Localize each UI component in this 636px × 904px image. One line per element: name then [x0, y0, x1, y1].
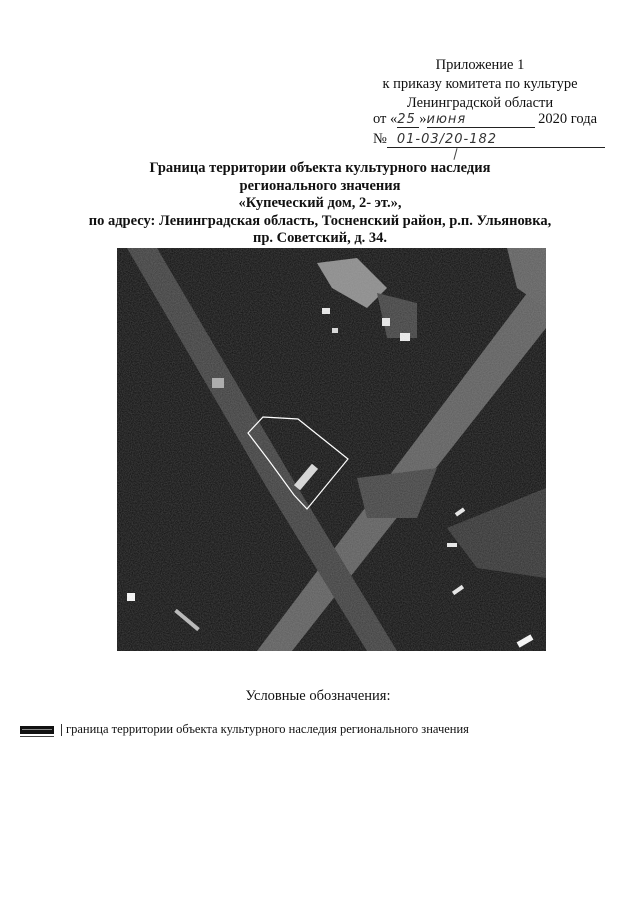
order-number-value: 01-03/20-182 — [387, 132, 605, 148]
legend-item — [20, 722, 469, 737]
date-day: 25 — [397, 112, 419, 128]
appendix-order-ref: к приказу комитета по культуре — [382, 76, 578, 92]
pen-mark — [453, 148, 457, 160]
legend-title: Условные обозначения: — [245, 688, 391, 704]
order-date: от «25 »июня 2020 года — [373, 111, 598, 127]
legend-label: граница территории объекта культурного наследия регионального значения — [66, 722, 469, 736]
appendix-region: Ленинградской области — [406, 95, 554, 111]
date-year: 2020 года — [538, 111, 598, 127]
appendix-number: Приложение 1 — [435, 57, 525, 73]
bracket-mark — [58, 724, 62, 736]
date-month: июня — [427, 112, 535, 128]
appendix-header — [340, 56, 620, 113]
aerial-photo — [117, 248, 546, 651]
order-number: № 01-03/20-182 — [373, 131, 605, 148]
aerial-map — [117, 248, 546, 651]
boundary-line-icon — [20, 726, 54, 734]
document-title: Граница территории объекта культурного наследия регионального значения «Купеческий дом, 2- эт.», по адресу: Ленинградская область, Тосненский район, р.п. Ульяновка, пр. Советский, д. 34. — [88, 160, 552, 246]
